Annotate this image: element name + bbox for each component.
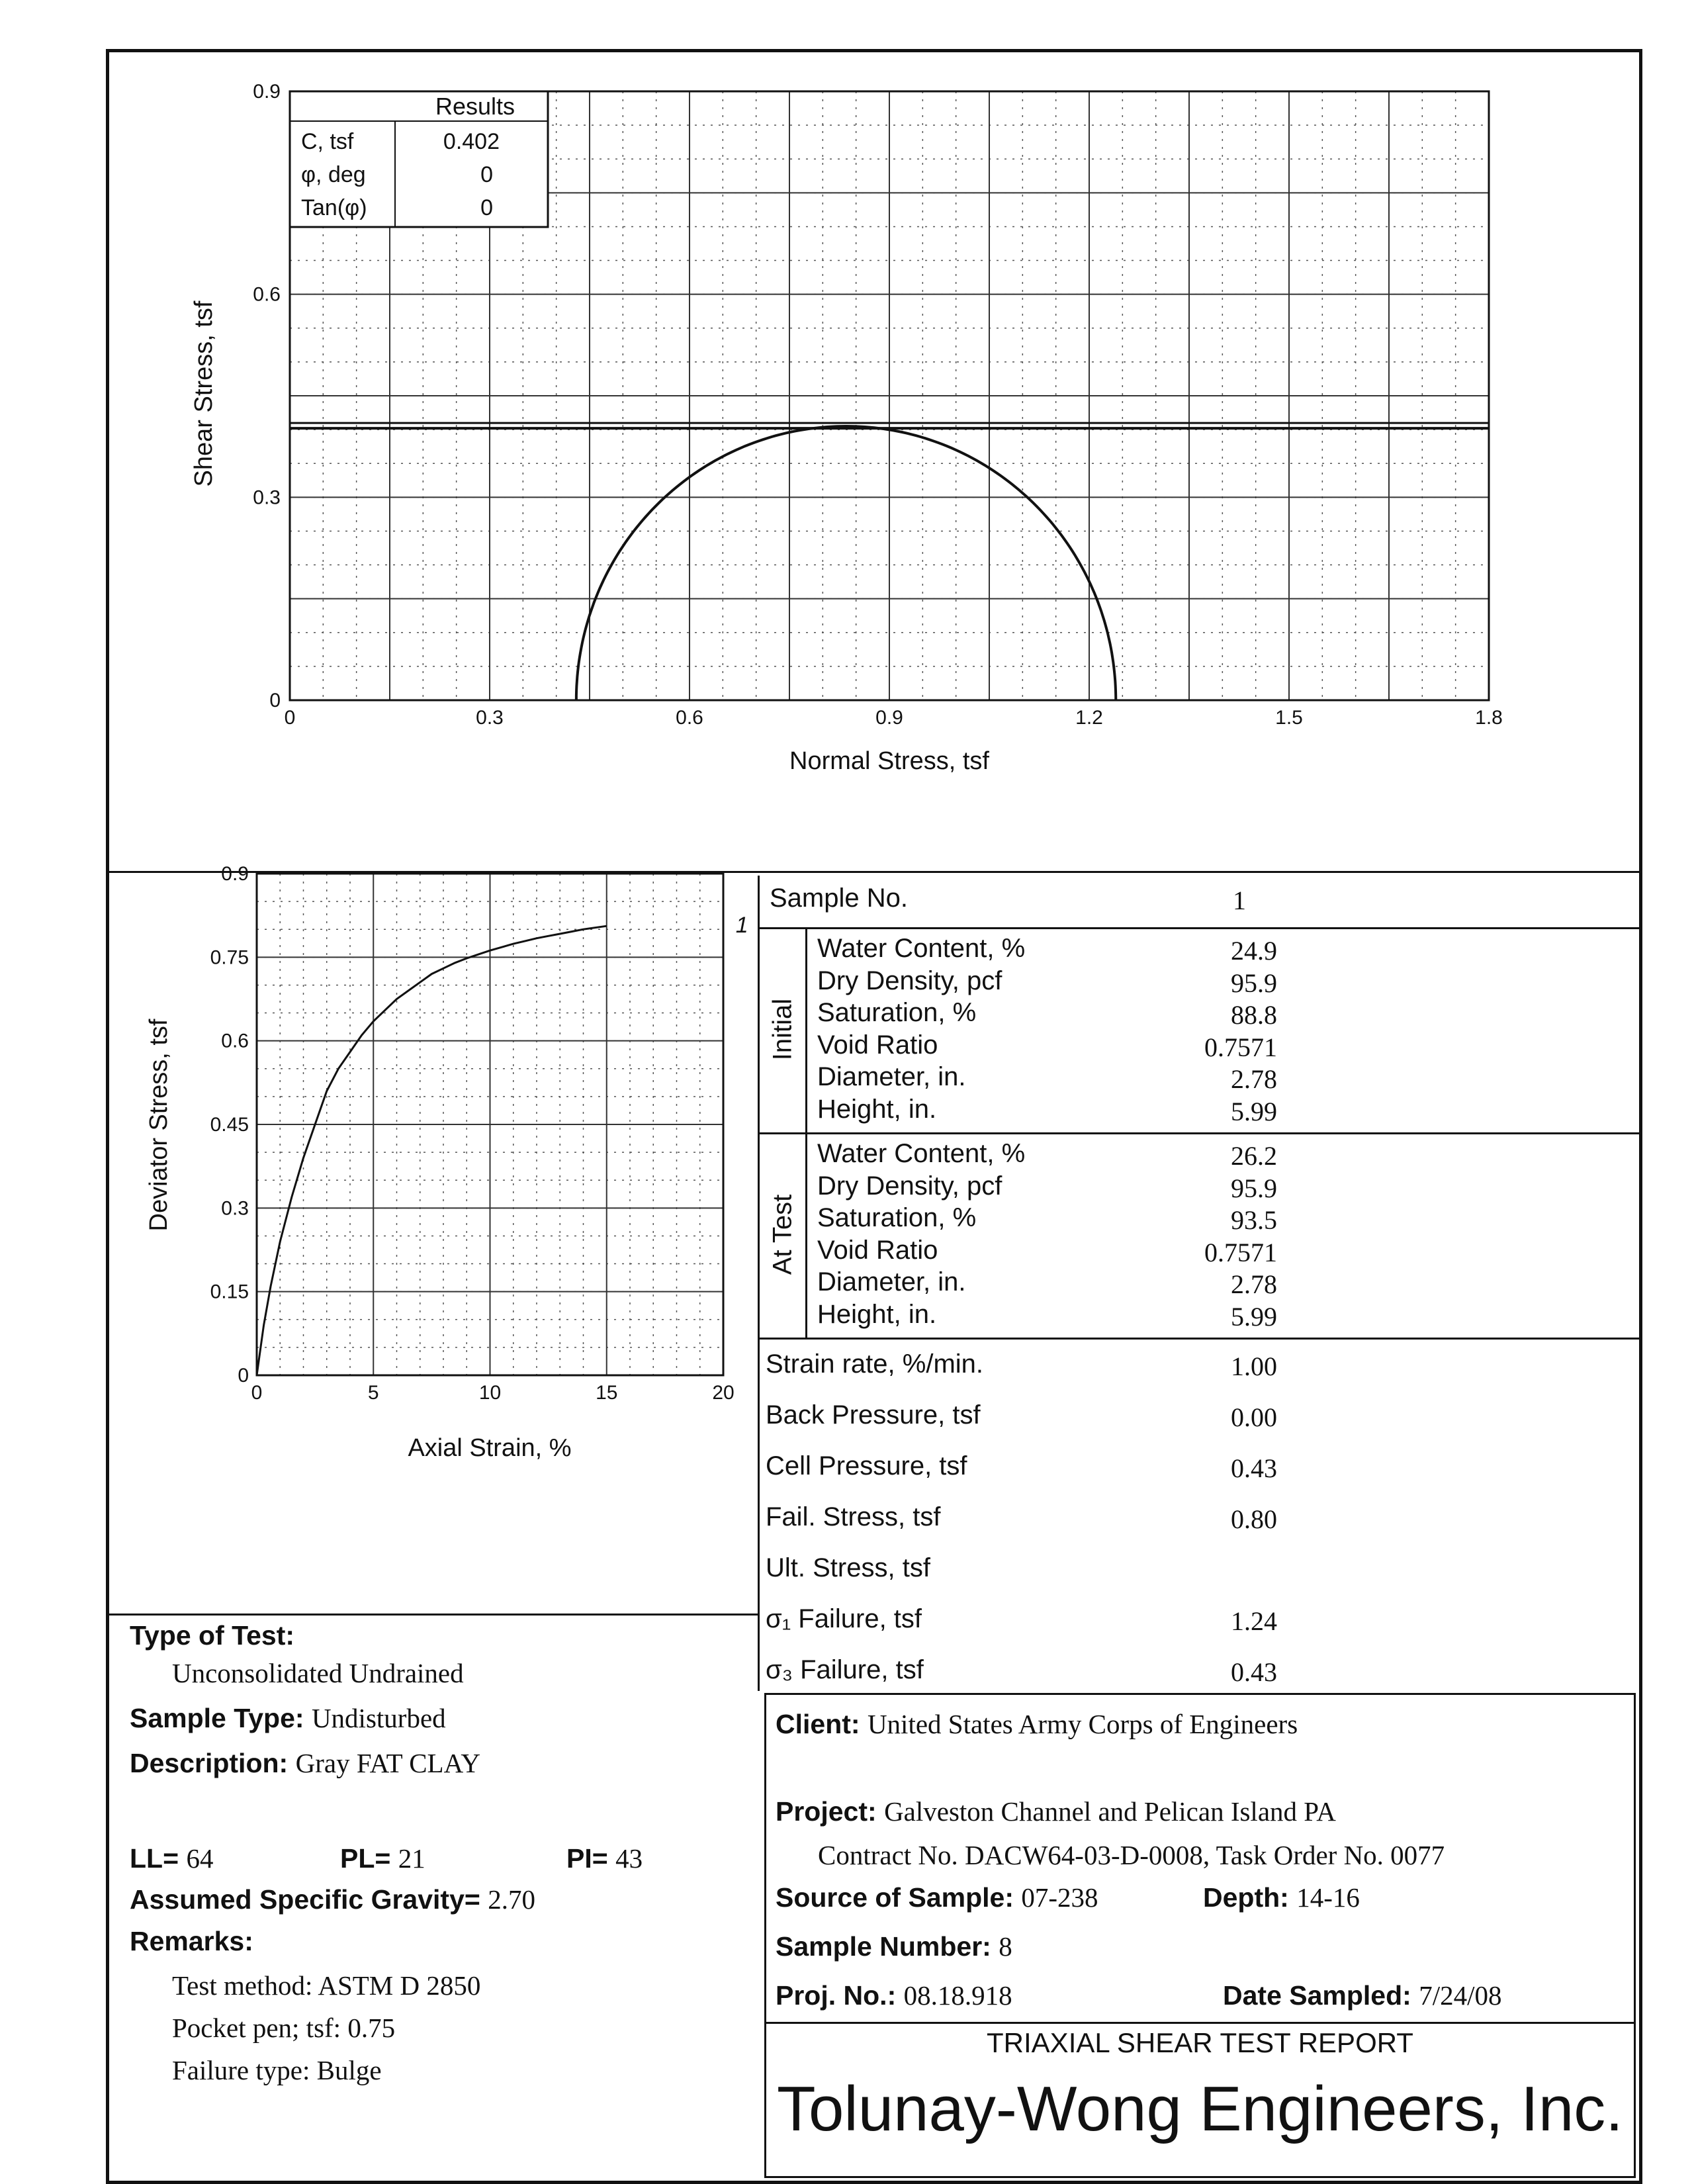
mohr-y-tick-label: 0.3 xyxy=(253,486,281,509)
sample-table xyxy=(758,876,1642,1691)
table-row-value: 1.24 xyxy=(1231,1606,1277,1636)
pl-label: PL= xyxy=(340,1843,391,1874)
table-row-value: 0.43 xyxy=(1231,1453,1277,1483)
attest-end-line xyxy=(758,1338,1639,1340)
date-row xyxy=(1223,1979,1502,2011)
table-row-value: 2.78 xyxy=(1231,1269,1277,1299)
table-row-value: 5.99 xyxy=(1231,1301,1277,1332)
ll-row xyxy=(130,1843,213,1874)
ss-y-tick-label: 0.45 xyxy=(210,1114,249,1136)
info-divider xyxy=(106,1614,758,1615)
title-line xyxy=(766,2022,1634,2024)
results-c-value: 0.402 xyxy=(443,129,500,154)
project-value: Galveston Channel and Pelican Island PA xyxy=(884,1796,1336,1827)
ss-y-tick-label: 0.75 xyxy=(210,946,249,969)
project-label: Project: xyxy=(776,1796,877,1827)
sample-type-row xyxy=(130,1702,446,1734)
ss-x-tick-label: 5 xyxy=(367,1382,379,1404)
type-of-test-value: Unconsolidated Undrained xyxy=(172,1658,464,1688)
table-row-label: Saturation, % xyxy=(817,1203,977,1232)
client-value: United States Army Corps of Engineers xyxy=(867,1709,1298,1739)
table-row-label: Dry Density, pcf xyxy=(817,966,1003,995)
ss-x-tick-label: 20 xyxy=(712,1382,735,1404)
mohr-x-tick-label: 1.2 xyxy=(1075,707,1103,729)
ss-y-tick-label: 0.6 xyxy=(221,1030,249,1052)
table-row-value: 0.43 xyxy=(1231,1657,1277,1687)
initial-group-label: Initial xyxy=(768,998,797,1061)
ss-y-axis-label: Deviator Stress, tsf xyxy=(145,1019,173,1232)
table-row-value: 24.9 xyxy=(1231,936,1277,966)
sample-number-row xyxy=(776,1931,1012,1962)
depth-row xyxy=(1203,1882,1360,1913)
source-label: Source of Sample: xyxy=(776,1882,1014,1913)
pi-label: PI= xyxy=(566,1843,608,1874)
ss-x-tick-label: 10 xyxy=(478,1382,502,1404)
remark-line: Pocket pen; tsf: 0.75 xyxy=(172,2013,396,2043)
mohr-y-tick-label: 0.6 xyxy=(253,283,281,306)
initial-end-line xyxy=(758,1132,1639,1134)
description-label: Description: xyxy=(130,1748,289,1778)
table-row-label: Saturation, % xyxy=(817,998,977,1027)
mohr-chart xyxy=(0,0,1694,860)
remark-line: Test method: ASTM D 2850 xyxy=(172,1970,481,2001)
proj-no-row xyxy=(776,1979,1012,2011)
table-row-label: Void Ratio xyxy=(817,1030,938,1060)
mohr-y-tick-label: 0 xyxy=(269,690,281,711)
table-row-value: 0.7571 xyxy=(1204,1032,1277,1062)
gravity-label: Assumed Specific Gravity= xyxy=(130,1884,480,1915)
gravity-value: 2.70 xyxy=(488,1884,535,1915)
stress-strain-chart xyxy=(0,860,761,1602)
mohr-circle xyxy=(576,426,1116,700)
source-row xyxy=(776,1882,1098,1913)
mohr-x-tick-label: 1.5 xyxy=(1275,707,1303,729)
sample-type-value: Undisturbed xyxy=(311,1703,446,1733)
ss-y-tick-label: 0 xyxy=(238,1365,249,1387)
pi-row xyxy=(566,1843,643,1874)
mohr-x-axis-label: Normal Stress, tsf xyxy=(789,747,989,775)
table-row-value: 95.9 xyxy=(1231,1173,1277,1203)
ss-x-tick-label: 0 xyxy=(251,1382,263,1404)
table-row-label: Water Content, % xyxy=(817,934,1026,963)
attest-group-label-box xyxy=(763,1132,803,1338)
table-row-value: 0.7571 xyxy=(1204,1237,1277,1267)
contract-line: Contract No. DACW64-03-D-0008, Task Order No. 0077 xyxy=(818,1840,1445,1870)
date-label: Date Sampled: xyxy=(1223,1980,1411,2011)
depth-value: 14-16 xyxy=(1296,1882,1360,1913)
date-value: 7/24/08 xyxy=(1419,1980,1502,2011)
project-row xyxy=(776,1796,1336,1827)
client-label: Client: xyxy=(776,1709,860,1739)
client-box xyxy=(764,1693,1636,2178)
gravity-row xyxy=(130,1884,535,1915)
table-row-label: Fail. Stress, tsf xyxy=(766,1502,941,1531)
results-phi-label: φ, deg xyxy=(301,162,366,187)
table-row-label: Back Pressure, tsf xyxy=(766,1400,981,1430)
ll-value: 64 xyxy=(186,1843,214,1874)
table-row-label: Water Content, % xyxy=(817,1139,1026,1168)
table-row-value: 0.80 xyxy=(1231,1504,1277,1534)
ss-y-tick-label: 0.3 xyxy=(221,1197,249,1220)
table-row-label: Diameter, in. xyxy=(817,1267,966,1297)
pi-value: 43 xyxy=(615,1843,643,1874)
attest-group-label: At Test xyxy=(768,1194,797,1275)
table-row-label: Strain rate, %/min. xyxy=(766,1349,984,1379)
sample-no-label: Sample No. xyxy=(770,884,908,913)
results-tan-label: Tan(φ) xyxy=(301,195,367,220)
sample-type-label: Sample Type: xyxy=(130,1703,304,1733)
pl-value: 21 xyxy=(398,1843,425,1874)
initial-group-label-box xyxy=(763,927,803,1132)
client-row xyxy=(776,1708,1298,1740)
table-row-label: Height, in. xyxy=(817,1299,937,1329)
series-label-1: 1 xyxy=(735,913,748,938)
ll-label: LL= xyxy=(130,1843,179,1874)
table-row-value: 0.00 xyxy=(1231,1402,1277,1432)
pl-row xyxy=(340,1843,425,1874)
results-phi-value: 0 xyxy=(480,162,493,187)
ss-y-tick-label: 0.9 xyxy=(221,863,249,885)
info-panel xyxy=(130,1620,752,2176)
table-row-label: Diameter, in. xyxy=(817,1062,966,1091)
sample-number-value: 8 xyxy=(999,1931,1012,1962)
proj-no-value: 08.18.918 xyxy=(903,1980,1012,2011)
ss-x-tick-label: 15 xyxy=(596,1382,618,1404)
table-left-border xyxy=(758,876,760,1691)
ss-y-tick-label: 0.15 xyxy=(210,1281,249,1303)
remark-line: Failure type: Bulge xyxy=(172,2055,382,2085)
table-row-label: Ult. Stress, tsf xyxy=(766,1553,930,1582)
header-line xyxy=(758,927,1639,929)
results-title: Results xyxy=(435,93,515,120)
table-row-value: 26.2 xyxy=(1231,1141,1277,1171)
sample-no-value: 1 xyxy=(1233,886,1246,915)
table-row-label: Height, in. xyxy=(817,1094,937,1124)
description-row xyxy=(130,1747,480,1779)
results-tan-value: 0 xyxy=(480,195,493,220)
mohr-x-tick-label: 0 xyxy=(284,707,296,729)
mohr-x-tick-label: 0.3 xyxy=(476,707,504,729)
source-value: 07-238 xyxy=(1021,1882,1098,1913)
proj-no-label: Proj. No.: xyxy=(776,1980,897,2011)
stress-strain-curve xyxy=(257,926,607,1375)
table-row-value: 2.78 xyxy=(1231,1064,1277,1094)
table-row-label: σ₁ Failure, tsf xyxy=(766,1604,922,1633)
mohr-y-axis-label: Shear Stress, tsf xyxy=(190,300,218,487)
table-row-value: 95.9 xyxy=(1231,968,1277,998)
table-row-label: Cell Pressure, tsf xyxy=(766,1451,967,1480)
remarks-label: Remarks: xyxy=(130,1926,253,1956)
results-c-label: C, tsf xyxy=(301,129,354,154)
table-row-label: σ₃ Failure, tsf xyxy=(766,1655,924,1684)
table-row-value: 1.00 xyxy=(1231,1351,1277,1381)
sample-number-label: Sample Number: xyxy=(776,1931,991,1962)
mohr-x-tick-label: 0.9 xyxy=(875,707,903,729)
company-name: Tolunay-Wong Engineers, Inc. xyxy=(777,2073,1623,2144)
table-row-label: Void Ratio xyxy=(817,1235,938,1265)
report-title: TRIAXIAL SHEAR TEST REPORT xyxy=(987,2027,1413,2058)
table-row-label: Dry Density, pcf xyxy=(817,1171,1003,1201)
mohr-x-tick-label: 1.8 xyxy=(1475,707,1503,729)
type-of-test-label: Type of Test: xyxy=(130,1620,295,1651)
table-row-value: 88.8 xyxy=(1231,1000,1277,1030)
table-row-value: 5.99 xyxy=(1231,1096,1277,1126)
table-row-value: 93.5 xyxy=(1231,1205,1277,1235)
mohr-y-tick-label: 0.9 xyxy=(253,81,281,103)
mohr-x-tick-label: 0.6 xyxy=(676,707,703,729)
ss-tick-labels xyxy=(210,863,735,1404)
ss-x-axis-label: Axial Strain, % xyxy=(408,1434,572,1462)
depth-label: Depth: xyxy=(1203,1882,1289,1913)
ss-grid xyxy=(257,874,723,1375)
description-value: Gray FAT CLAY xyxy=(295,1748,481,1778)
